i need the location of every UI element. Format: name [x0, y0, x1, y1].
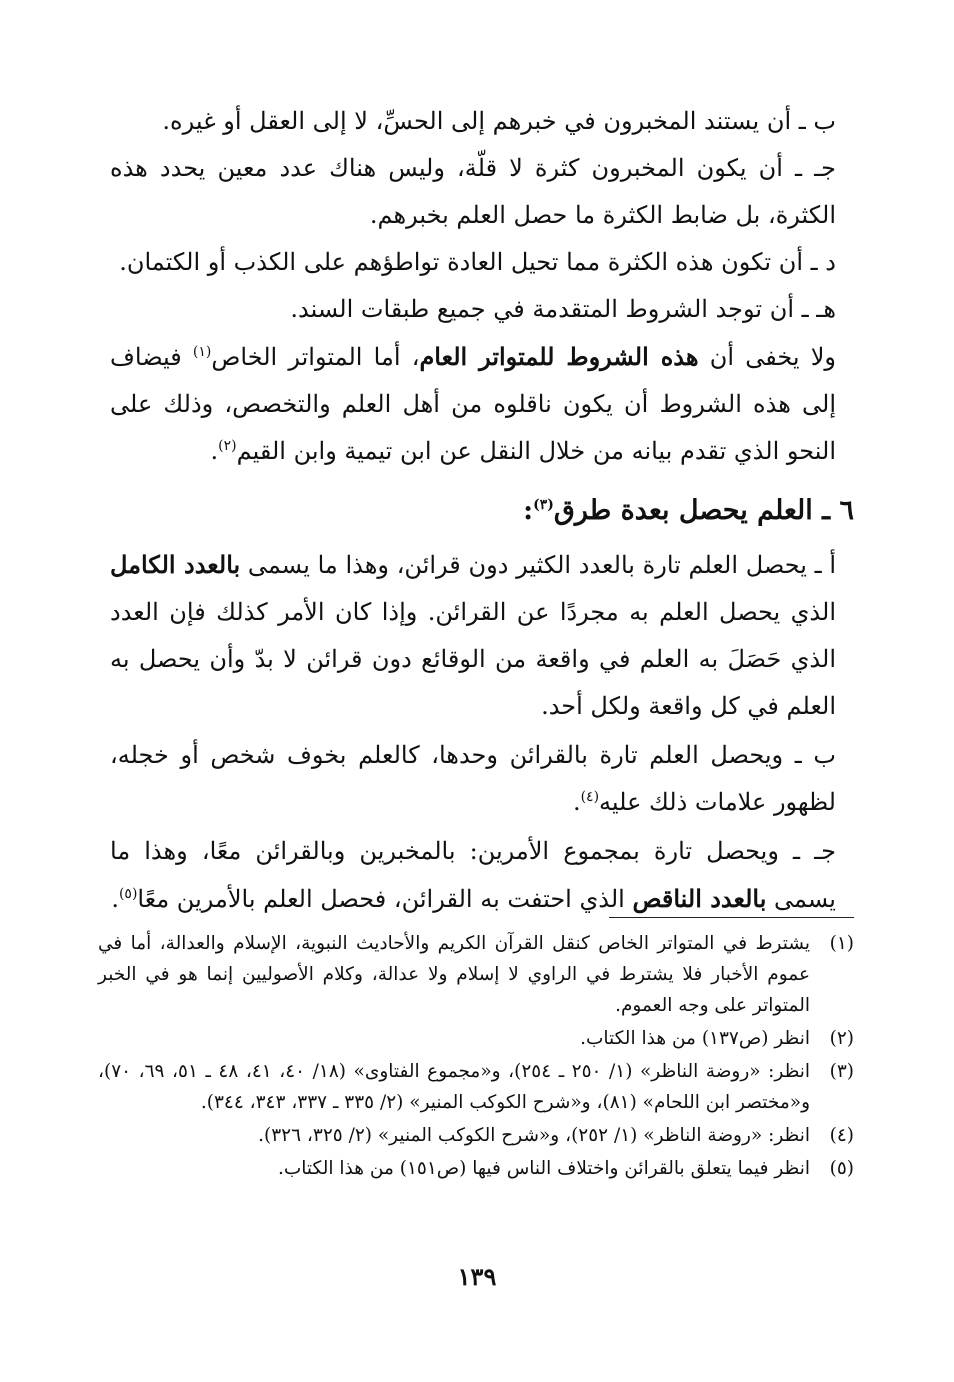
paragraph-text: جـ ـ ويحصل تارة بمجموع الأمرين: بالمخبرين وبالقرائن معًا، وهذا ما يسمى	[110, 837, 836, 913]
condition-d-text: د ـ أن تكون هذه الكثرة مما تحيل العادة تواطؤهم على الكذب أو الكتمان.	[119, 248, 836, 276]
footnote-2	[98, 1023, 854, 1054]
bold-phrase: بالعدد الكامل	[110, 550, 241, 579]
page-number: ١٣٩	[457, 1262, 497, 1291]
footnote-text: انظر: «روضة الناظر» (١/ ٢٥٠ ـ ٢٥٤)، و«مجموع الفتاوى» (١٨/ ٤٠، ٤١، ٤٨ ـ ٥١، ٦٩، ٧٠)، و«مختصر ابن اللحام» (٨١)، و«شرح الكوكب المنير» (٢/ ٣٣٥ ـ ٣٣٧، ٣٤٣، ٣٤٤).	[98, 1061, 811, 1113]
footnote-number: (١)	[829, 933, 854, 954]
footnote-text: يشترط في المتواتر الخاص كنقل القرآن الكريم والأحاديث النبوية، الإسلام والعدالة، أما في عموم الأخبار فلا يشترط في الراوي لا إسلام ولا عدالة، وكلام الأصوليين إنما هو في الخبر المتواتر على وجه العموم.	[98, 933, 810, 1016]
method-c-paragraph	[110, 828, 854, 923]
condition-e-text: هـ ـ أن توجد الشروط المتقدمة في جميع طبقات السند.	[290, 295, 836, 323]
footnote-number: (٤)	[829, 1125, 854, 1146]
footnote-reference[interactable]: (١)	[192, 344, 212, 360]
footnote-reference[interactable]: (٣)	[533, 497, 554, 513]
paragraph-text: فيضاف إلى هذه الشروط أن يكون ناقلوه من أهل العلم والتخصص، وذلك على النحو الذي تقدم بيانه من خلال النقل عن ابن تيمية وابن القيم	[110, 343, 837, 465]
paragraph-text: أ ـ يحصل العلم تارة بالعدد الكثير دون قرائن، وهذا ما يسمى	[240, 551, 836, 579]
condition-b-paragraph	[110, 98, 854, 145]
footnote-number: (٥)	[829, 1158, 854, 1179]
method-b-paragraph	[110, 732, 854, 826]
condition-c-text: جـ ـ أن يكون المخبرون كثرة لا قلّة، وليس هناك عدد معين يحدد هذه الكثرة، بل ضابط الكثرة ما حصل العلم بخبرهم.	[110, 154, 836, 229]
paragraph-text: .	[210, 437, 219, 465]
footnote-text: انظر (ص١٣٧) من هذا الكتاب.	[580, 1028, 810, 1049]
section-heading-text: ٦ ـ العلم يحصل بعدة طرق	[553, 495, 854, 526]
footnote-3	[98, 1056, 854, 1118]
footnote-1	[98, 928, 854, 1021]
paragraph-text: الذي يحصل العلم به مجردًا عن القرائن. وإذا كان الأمر كذلك فإن العدد الذي حَصَلَ به العلم في واقعة من الوقائع دون قرائن لا بدّ وأن يحصل به العلم في كل واقعة ولكل أحد.	[110, 598, 836, 720]
general-vs-specific-paragraph	[110, 333, 854, 475]
footnote-text: انظر فيما يتعلق بالقرائن واختلاف الناس فيها (ص١٥١) من هذا الكتاب.	[277, 1158, 810, 1179]
paragraph-text: .	[111, 885, 119, 913]
bold-phrase: بالعدد الناقص	[632, 884, 767, 913]
condition-e-paragraph	[110, 286, 854, 333]
condition-c-paragraph	[110, 145, 854, 239]
footnote-reference[interactable]: (٤)	[580, 789, 600, 805]
section-heading	[110, 485, 854, 537]
condition-d-paragraph	[110, 239, 854, 286]
footnote-5	[98, 1153, 854, 1184]
main-text	[110, 98, 854, 923]
paragraph-text: الذي احتفت به القرائن، فحصل العلم بالأمرين معًا	[137, 885, 633, 913]
paragraph-text: ، أما المتواتر الخاص	[211, 343, 420, 371]
footnote-4	[98, 1120, 854, 1151]
footnote-number: (٢)	[829, 1028, 854, 1049]
method-a-paragraph	[110, 541, 854, 730]
paragraph-text: .	[572, 788, 581, 816]
footnote-reference[interactable]: (٢)	[218, 438, 237, 454]
paragraph-text: ب ـ ويحصل العلم تارة بالقرائن وحدها، كالعلم بخوف شخص أو خجله، لظهور علامات ذلك عليه	[110, 741, 836, 816]
section-heading-colon: :	[523, 495, 534, 526]
footnote-reference[interactable]: (٥)	[118, 886, 138, 902]
footnotes	[98, 928, 854, 1186]
paragraph-text: ولا يخفى أن	[698, 343, 836, 371]
bold-phrase: هذه الشروط للمتواتر العام	[419, 342, 699, 371]
footnote-text: انظر: «روضة الناظر» (١/ ٢٥٢)، و«شرح الكوكب المنير» (٢/ ٣٢٥، ٣٢٦).	[258, 1125, 810, 1146]
condition-b-text: ب ـ أن يستند المخبرون في خبرهم إلى الحسِّ، لا إلى العقل أو غيره.	[162, 107, 836, 135]
footnote-number: (٣)	[829, 1061, 854, 1082]
footnote-divider	[609, 917, 854, 918]
